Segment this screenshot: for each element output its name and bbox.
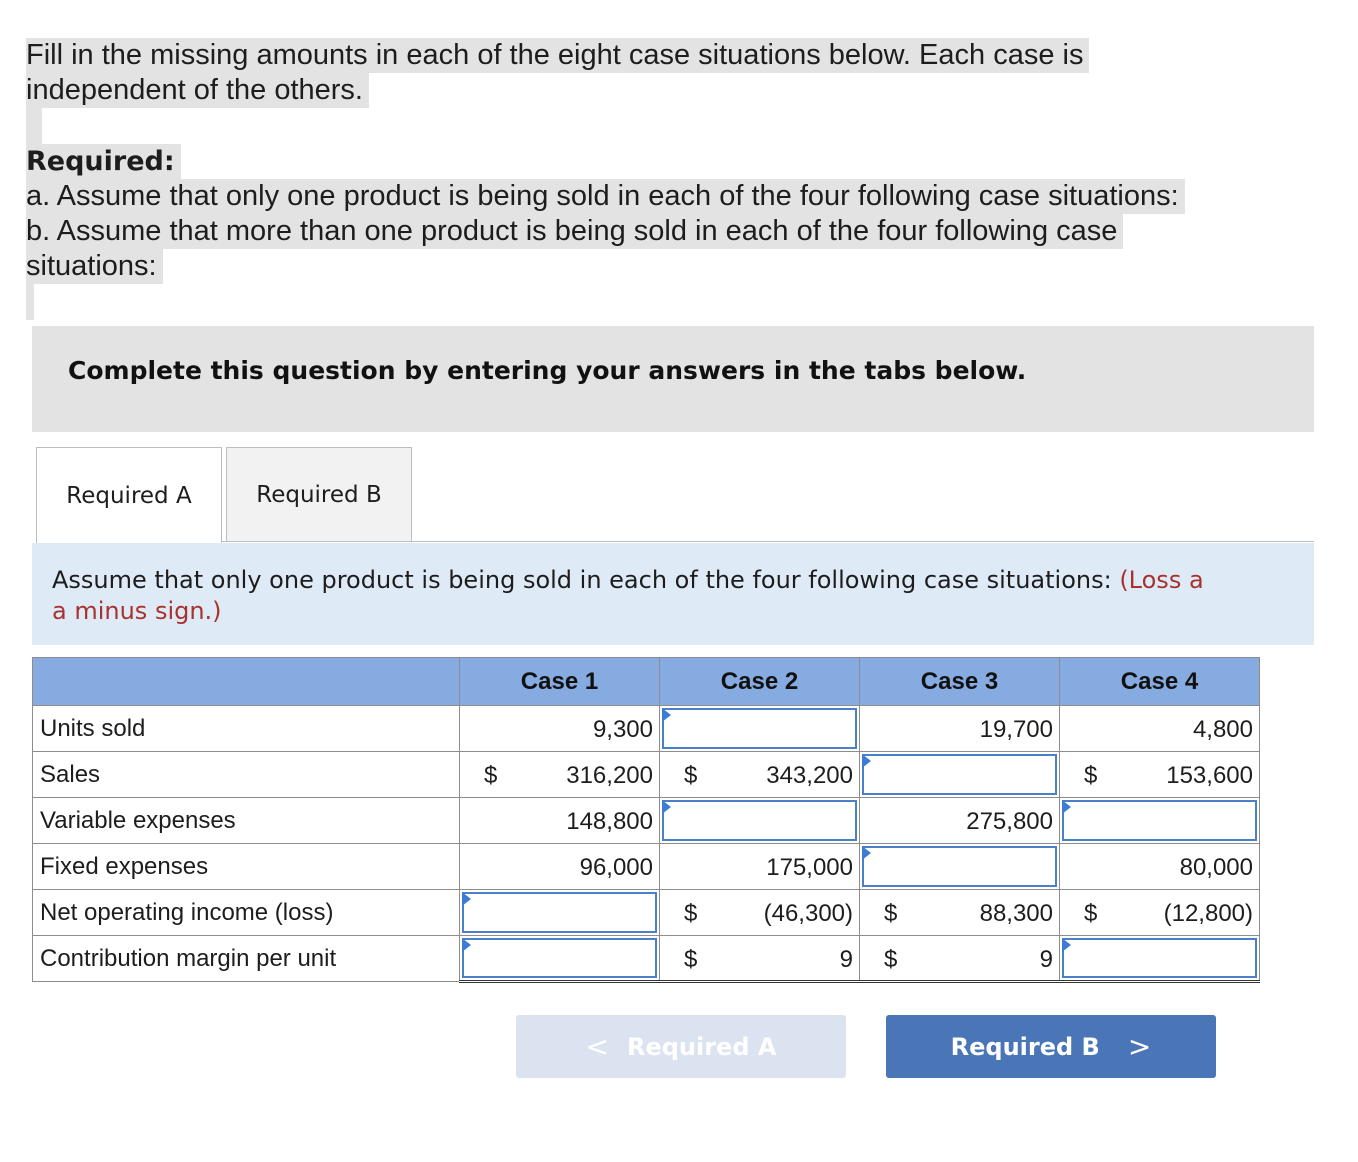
table-cell — [860, 890, 1060, 936]
table-cell — [1060, 936, 1260, 982]
highlight-gap — [26, 284, 34, 320]
intro-line-2: independent of the others. — [26, 73, 369, 108]
table-cell — [460, 890, 660, 936]
currency-symbol: $ — [1084, 762, 1098, 789]
input-marker-icon — [462, 892, 471, 906]
input-marker-icon — [862, 846, 871, 860]
cell-value: 343,200 — [766, 762, 853, 789]
table-cell — [860, 844, 1060, 890]
input-marker-icon — [662, 708, 671, 722]
cell-value: (12,800) — [1163, 900, 1253, 927]
table-cell — [1060, 752, 1260, 798]
chevron-right-icon: > — [1127, 1030, 1152, 1063]
case-table — [32, 657, 1260, 983]
table-cell — [1060, 706, 1260, 752]
table-cell — [460, 798, 660, 844]
requirement-b-line-1: b. Assume that more than one product is being sold in each of the four following case — [26, 214, 1123, 249]
table-row — [33, 936, 1260, 982]
tab-instruction-panel — [32, 543, 1314, 645]
table-cell — [860, 752, 1060, 798]
row-label: Sales — [33, 752, 460, 798]
cell-value: 175,000 — [766, 854, 853, 881]
currency-symbol: $ — [884, 900, 898, 927]
cell-value: 275,800 — [966, 808, 1053, 835]
currency-symbol: $ — [684, 900, 698, 927]
tab-required-a[interactable]: Required A — [36, 447, 222, 543]
cell-value: 316,200 — [566, 762, 653, 789]
cell-value: 80,000 — [1179, 854, 1253, 881]
input-marker-icon — [662, 800, 671, 814]
cell-value: (46,300) — [763, 900, 853, 927]
answer-input[interactable] — [462, 938, 657, 978]
instruction-text: Assume that only one product is being sold in each of the four following case situations: — [52, 566, 1120, 594]
answer-input[interactable] — [662, 708, 857, 749]
table-cell — [460, 936, 660, 982]
row-label: Units sold — [33, 706, 460, 752]
table-cell — [660, 752, 860, 798]
answer-input[interactable] — [862, 754, 1057, 795]
cell-value: 4,800 — [1192, 716, 1253, 743]
table-cell — [660, 844, 860, 890]
requirement-b-line-2: situations: — [26, 249, 163, 284]
cell-value: 153,600 — [1166, 762, 1253, 789]
question-intro — [26, 38, 1316, 320]
cell-value: 9 — [839, 946, 853, 973]
instructions-banner — [32, 326, 1314, 432]
row-label: Contribution margin per unit — [33, 936, 460, 982]
banner-text: Complete this question by entering your answers in the tabs below. — [68, 356, 1027, 385]
table-cell — [660, 890, 860, 936]
table-cell — [460, 706, 660, 752]
chevron-left-icon: < — [585, 1030, 609, 1063]
table-cell — [860, 936, 1060, 982]
table-row — [33, 752, 1260, 798]
table-cell — [660, 936, 860, 982]
table-row — [33, 706, 1260, 752]
required-heading: Required: — [26, 144, 181, 179]
header-case-4: Case 4 — [1060, 658, 1260, 706]
prev-button[interactable] — [516, 1015, 846, 1078]
tab-instruction — [52, 565, 1314, 627]
answer-input[interactable] — [1062, 800, 1257, 841]
table-row — [33, 844, 1260, 890]
table-header-row — [33, 658, 1260, 706]
highlight-gap — [26, 108, 42, 144]
next-button-label: Required B — [950, 1032, 1100, 1061]
cell-value: 19,700 — [979, 716, 1053, 743]
answer-input[interactable] — [1062, 938, 1257, 978]
table-row — [33, 890, 1260, 936]
instruction-note-continued: a minus sign.) — [52, 597, 222, 625]
input-marker-icon — [1062, 800, 1071, 814]
row-label: Fixed expenses — [33, 844, 460, 890]
currency-symbol: $ — [684, 946, 698, 973]
table-cell — [1060, 890, 1260, 936]
table-cell — [860, 706, 1060, 752]
row-label: Variable expenses — [33, 798, 460, 844]
header-case-3: Case 3 — [860, 658, 1060, 706]
input-marker-icon — [1062, 938, 1071, 952]
table-row — [33, 798, 1260, 844]
table-cell — [1060, 844, 1260, 890]
table-cell — [660, 706, 860, 752]
cell-value: 96,000 — [579, 854, 653, 881]
table-cell — [460, 752, 660, 798]
currency-symbol: $ — [1084, 900, 1098, 927]
prev-button-label: Required A — [626, 1032, 777, 1061]
table-cell — [660, 798, 860, 844]
requirement-a: a. Assume that only one product is being sold in each of the four following case situations: — [26, 179, 1185, 214]
instruction-note: (Loss a — [1119, 566, 1204, 594]
table-cell — [1060, 798, 1260, 844]
header-case-2: Case 2 — [660, 658, 860, 706]
header-case-1: Case 1 — [460, 658, 660, 706]
cell-value: 9,300 — [592, 716, 653, 743]
answer-input[interactable] — [862, 846, 1057, 887]
table-cell — [860, 798, 1060, 844]
tab-divider — [222, 541, 1314, 542]
cell-value: 9 — [1039, 946, 1053, 973]
input-marker-icon — [462, 938, 471, 952]
cell-value: 88,300 — [979, 900, 1053, 927]
tab-required-b[interactable]: Required B — [226, 447, 412, 541]
currency-symbol: $ — [884, 946, 898, 973]
intro-line-1: Fill in the missing amounts in each of the eight case situations below. Each case is — [26, 38, 1089, 73]
header-blank — [33, 658, 460, 706]
answer-input[interactable] — [662, 800, 857, 841]
row-label: Net operating income (loss) — [33, 890, 460, 936]
cell-value: 148,800 — [566, 808, 653, 835]
currency-symbol: $ — [484, 762, 498, 789]
answer-input[interactable] — [462, 892, 657, 933]
next-button[interactable] — [886, 1015, 1216, 1078]
input-marker-icon — [862, 754, 871, 768]
currency-symbol: $ — [684, 762, 698, 789]
table-cell — [460, 844, 660, 890]
